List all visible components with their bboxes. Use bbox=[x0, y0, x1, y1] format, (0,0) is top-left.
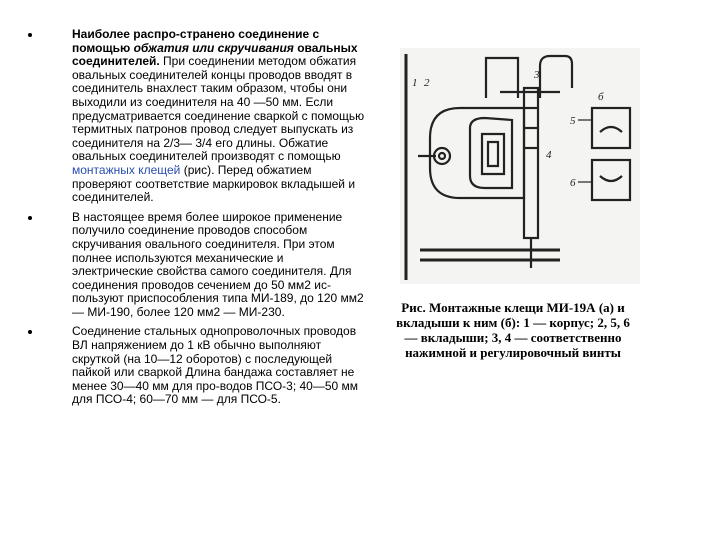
bullet-1-text-end: (рис). Перед обжатием проверяют соответствие маркировок вкладышей и соединителей. bbox=[72, 162, 356, 205]
mounting-pliers-link[interactable]: монтажных клещей bbox=[72, 162, 181, 177]
list-item bbox=[28, 325, 368, 407]
bullet-icon bbox=[28, 33, 32, 37]
figure-label: 1 bbox=[412, 77, 418, 89]
figure-label: б bbox=[598, 91, 604, 103]
bullet-1-text: При соединении методом обжатия овальных соединителей концы проводов вводят в соединитель внахлест таким образом, чтобы они выходили из соединителя на 40 —50 мм. Если предусматривается соединение сваркой с помощью термитных патронов провод следует выпускать из соединителя на 2/3— 3/4 его длины. Обжатие овальных соединителей производят с помощью bbox=[72, 54, 365, 164]
bullet-icon bbox=[28, 216, 32, 220]
figure-label: 2 bbox=[424, 77, 430, 89]
list-item bbox=[28, 28, 368, 205]
figure-label: 4 bbox=[546, 149, 552, 161]
figure-label: 6 bbox=[570, 177, 576, 189]
bullet-3-text: Соединение стальных однопроволочных проводов ВЛ напряжением до 1 кВ обычно выполняют скруткой (на 10—12 оборотов) с последующей пайкой или сваркой Длина бандажа составляет не менее 30—40 мм для про-водов ПСО-3; 40—50 мм для ПСО-4; 60—70 мм — для ПСО-5. bbox=[72, 324, 359, 407]
pliers-figure bbox=[400, 48, 640, 284]
figure-label: 3 bbox=[534, 69, 540, 81]
bullet-icon bbox=[28, 330, 32, 334]
text-column bbox=[28, 28, 368, 413]
bullet-1-bold-start: Наиболее распро-странено соединение с помощью bbox=[72, 27, 320, 55]
figure-caption: Рис. Монтажные клещи МИ-19А (а) и вкладыши к ним (б): 1 — корпус; 2, 5, 6 — вкладыши; 3, 4 — соответственно нажимной и регулировочный винты bbox=[396, 300, 630, 360]
bullet-2-text: В настоящее время более широкое применение получило соединение проводов способом скручивания овального соединителя. При этом полнее используются механические и электрические свойства самого соединителя. Для соединения проводов сечением до 50 мм2 ис-пользуют приспособления типа МИ-189, до 120 мм2 — МИ-190, более 120 мм2 — МИ-230. bbox=[72, 209, 364, 319]
bullet-1-italic: обжатия или скручивания bbox=[133, 40, 294, 55]
bullet-1-bold-end: овальных соединителей. bbox=[72, 40, 358, 69]
list-item bbox=[28, 211, 368, 320]
figure-label: 5 bbox=[570, 115, 576, 127]
